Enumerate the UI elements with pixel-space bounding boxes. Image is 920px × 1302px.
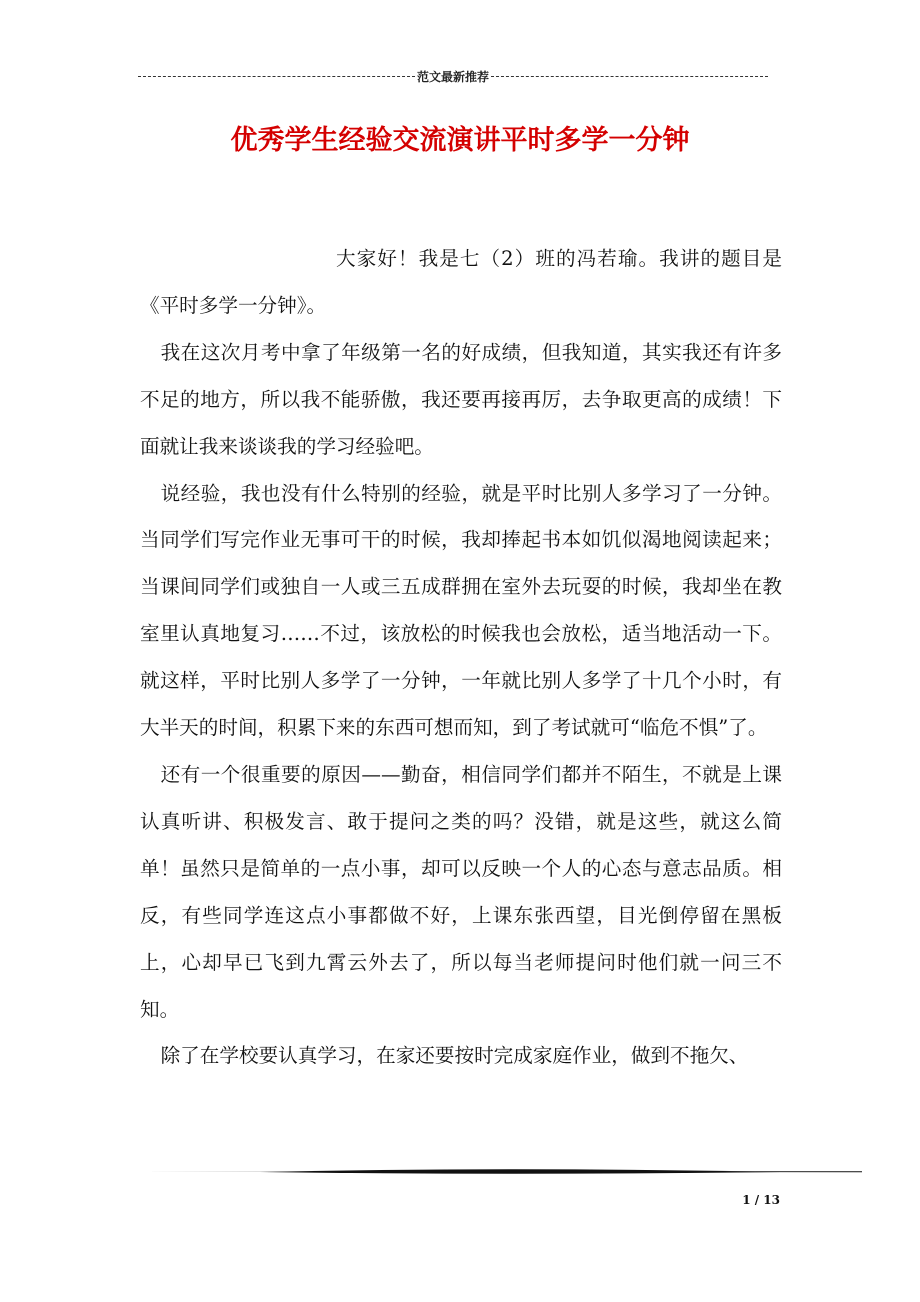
document-title: 优秀学生经验交流演讲平时多学一分钟 [230,125,690,156]
footer-rule [140,1166,862,1176]
header-dash-right [491,76,768,77]
paragraph-4: 还有一个很重要的原因——勤奋，相信同学们都并不陌生，不就是上课认真听讲、积极发言、敢于提问之类的吗？没错，就是这些，就这么简单！虽然只是简单的一点小事，却可以反映一个人的心态与意志品质。相反，有些同学连这点小事都做不好，上课东张西望，目光倒停留在黑板上，心却早已飞到九霄云外去了，所以每当老师提问时他们就一问三不知。 [140,762,782,1021]
page-header [138,66,768,86]
paragraph-3: 说经验，我也没有什么特别的经验，就是平时比别人多学习了一分钟。当同学们写完作业无事可干的时候，我却捧起书本如饥似渴地阅读起来；当课间同学们或独自一人或三五成群拥在室外去玩耍的时候，我却坐在教室里认真地复习……不过，该放松的时候我也会放松，适当地活动一下。就这样，平时比别人多学了一分钟，一年就比别人多学了十几个小时，有大半天的时间，积累下来的东西可想而知，到了考试就可“临危不惧”了。 [140,481,782,740]
paragraph-2: 我在这次月考中拿了年级第一名的好成绩，但我知道，其实我还有许多不足的地方，所以我不能骄傲，我还要再接再厉，去争取更高的成绩！下面就让我来谈谈我的学习经验吧。 [140,340,782,458]
header-dash-left [138,76,415,77]
document-body [140,236,782,1080]
page-number: 1 / 13 [742,1193,780,1207]
paragraph-5: 除了在学校要认真学习，在家还要按时完成家庭作业，做到不拖欠、 [160,1044,749,1068]
header-label: 范文最新推荐 [417,69,490,84]
paragraph-1: 大家好！我是七（2）班的冯若瑜。我讲的题目是《平时多学一分钟》。 [140,247,782,317]
